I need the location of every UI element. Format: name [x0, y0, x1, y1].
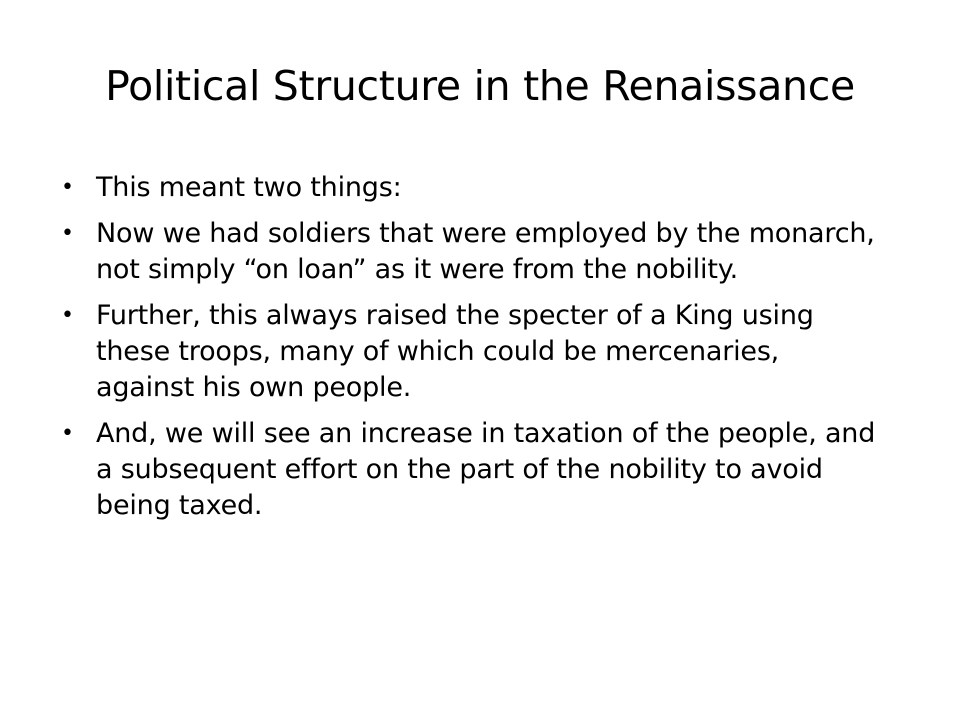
bullet-icon: •: [61, 303, 74, 328]
bullet-item: [60, 170, 880, 206]
bullet-item: [60, 416, 880, 524]
bullet-item: [60, 216, 880, 288]
slide-title: Political Structure in the Renaissance: [105, 62, 855, 110]
bullet-item: [60, 298, 880, 406]
bullet-icon: •: [61, 221, 74, 246]
bullet-icon: •: [61, 421, 74, 446]
bullet-text: This meant two things:: [96, 172, 402, 203]
bullet-text: Further, this always raised the specter of a King using these troops, many of which could be mercenaries, against his own people.: [96, 300, 814, 403]
bullet-text: Now we had soldiers that were employed by the monarch, not simply “on loan” as it were from the nobility.: [96, 218, 875, 285]
bullet-text: And, we will see an increase in taxation of the people, and a subsequent effort on the part of the nobility to avoid being taxed.: [96, 418, 876, 521]
bullet-list: [60, 170, 880, 534]
bullet-icon: •: [61, 175, 74, 200]
